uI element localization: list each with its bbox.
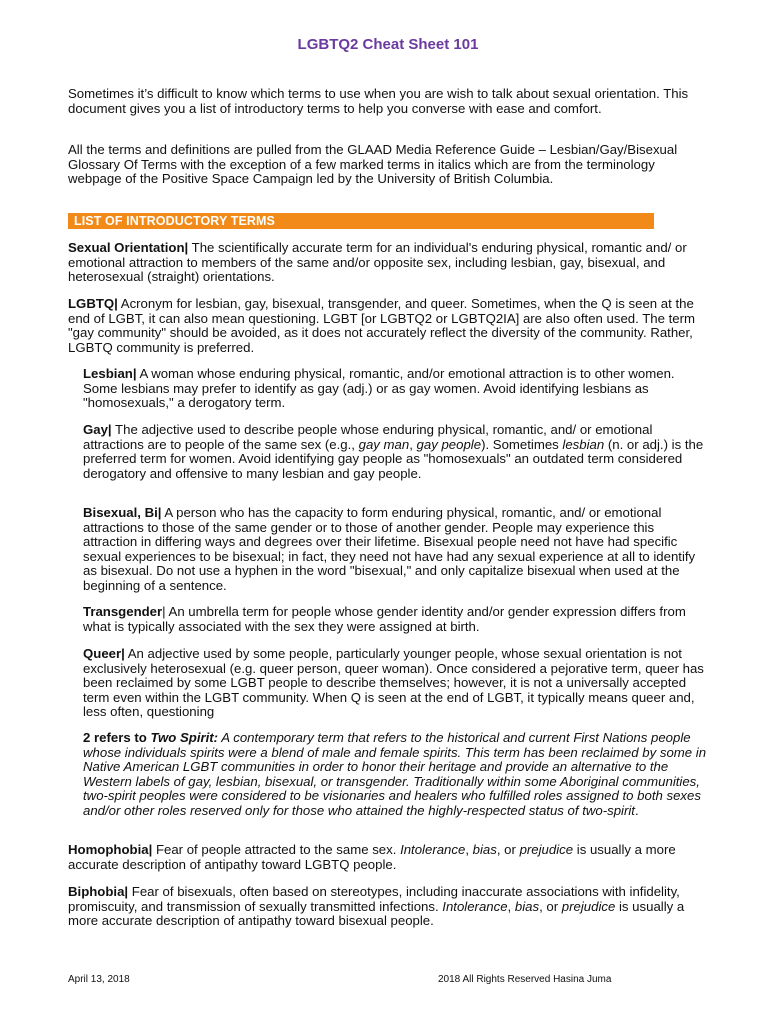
term-label: Gay| [83, 422, 112, 437]
term-label: Queer| [83, 646, 125, 661]
term-italic-word: Intolerance [442, 898, 508, 914]
term-example: gay man [358, 436, 410, 452]
term-queer [83, 647, 708, 720]
term-definition: Acronym for lesbian, gay, bisexual, transgender, and queer. Sometimes, when the Q is seen at the end of LGBT, it can also mean questioning. LGBT [or LGBTQ2 or LGBTQ2IA] are also often used. The term "gay community" should be avoided, as it does not accurately reflect the diversity of the community. Rather, LGBTQ community is preferred. [68, 296, 695, 355]
term-label: 2 refers to [83, 730, 151, 745]
term-label: Bisexual, Bi| [83, 505, 162, 520]
term-definition: A woman whose enduring physical, romantic, and/or emotional attraction is to other women. Some lesbians may prefer to identify as gay (adj.) or as gay women. Avoid identifying lesbians as "homosexuals," a derogatory term. [83, 366, 675, 411]
term-label: Lesbian| [83, 366, 137, 381]
term-end: . [634, 802, 639, 818]
intro-paragraph-1: Sometimes it’s difficult to know which terms to use when you are wish to talk about sexual orientation. This document gives you a list of introductory terms to help you converse with ease and comfort. [68, 86, 689, 116]
term-definition: ). Sometimes [481, 436, 563, 452]
term-definition: Fear of people attracted to the same sex. [152, 842, 401, 857]
term-transgender [83, 605, 708, 634]
term-definition: The adjective used to describe people whose enduring physical, romantic, and/ or emotional attractions are to people of the same sex (e.g., [83, 422, 653, 452]
term-definition: The scientifically accurate term for an individual's enduring physical, romantic and/ or emotional attraction to members of the same and/or opposite sex, including lesbian, gay, bisexual, and heterosexual (straight) orientations. [68, 240, 687, 285]
term-separator: , [465, 842, 473, 857]
term-lgbtq [68, 297, 708, 355]
term-example: gay people [416, 436, 482, 452]
term-label: Transgender [83, 604, 163, 619]
term-separator: , [409, 436, 417, 452]
term-bisexual [83, 506, 708, 594]
term-definition: (n. or adj.) is the preferred term for women. Avoid identifying gay people as "homosexuals" an outdated term considered derogatory and offensive to many lesbian and gay people. [83, 436, 704, 481]
term-example: lesbian [562, 436, 605, 452]
term-label: Homophobia| [68, 842, 153, 857]
term-italic-word: bias [514, 898, 540, 914]
term-sexual-orientation [68, 241, 708, 285]
term-separator: , [507, 898, 515, 914]
footer-rights: 2018 All Rights Reserved Hasina Juma [438, 974, 612, 985]
footer-date: April 13, 2018 [68, 974, 130, 985]
intro-paragraph-2: All the terms and definitions are pulled from the GLAAD Media Reference Guide – Lesbian/Gay/Bisexual Glossary Of Terms with the exception of a few marked terms in italics which are from the terminology webpage of the Positive Space Campaign led by the University of British Columbia. [68, 142, 678, 187]
term-definition: A person who has the capacity to form enduring physical, romantic, and/ or emotional attractions to those of the same gender or to those of another gender. People may experience this attraction in differing ways and degrees over their lifetime. Bisexual people need not have had specific sexual experiences to be bisexual; in fact, they need not have had any sexual experience at all to identify as bisexual. Do not use a hyphen in the word "bisexual," and only capitalize bisexual when used at the beginning of a sentence. [83, 505, 696, 593]
term-italic-word: prejudice [561, 898, 616, 914]
term-label: Sexual Orientation| [68, 240, 189, 255]
term-label: Biphobia| [68, 884, 129, 899]
section-heading: LIST OF INTRODUCTORY TERMS [74, 214, 275, 228]
term-homophobia [68, 843, 708, 872]
term-label: LGBTQ| [68, 296, 118, 311]
term-definition: A contemporary term that refers to the historical and current First Nations people whose individuals spirits were a blend of male and female spirits. This term has been reclaimed by some in Native American LGBT communities in order to honor their heritage and provide an alternative to the Western labels of gay, lesbian, bisexual, or transgender. Traditionally within some Aboriginal communities, two-spirit peoples were considered to be visionaries and healers who fulfilled roles assigned to both sexes and/or other roles reserved only for those who attained the highly-respected status of two-spirit [83, 730, 707, 818]
term-biphobia [68, 885, 708, 929]
term-italic-word: bias [472, 842, 497, 857]
term-italic-word: prejudice [519, 842, 574, 857]
term-label-italic: Two Spirit: [150, 730, 219, 745]
term-lesbian [83, 367, 708, 411]
term-definition: is usually a more accurate description of antipathy toward bisexual people. [68, 898, 685, 929]
term-separator: , or [539, 898, 562, 914]
term-two-spirit [83, 731, 708, 819]
term-definition: is usually a more accurate description of antipathy toward LGBTQ people. [68, 842, 676, 872]
page-title: LGBTQ2 Cheat Sheet 101 [297, 36, 479, 53]
term-definition: Fear of bisexuals, often based on stereotypes, including inaccurate associations with infidelity, promiscuity, and transmission of sexually transmitted infections. [68, 884, 680, 914]
term-gay [83, 423, 708, 481]
term-definition: | An umbrella term for people whose gender identity and/or gender expression differs from what is typically associated with the sex they were assigned at birth. [83, 604, 686, 634]
term-italic-word: Intolerance [400, 842, 466, 857]
term-definition: An adjective used by some people, particularly younger people, whose sexual orientation is not exclusively heterosexual (e.g. queer person, queer woman). Once considered a pejorative term, queer has been reclaimed by some LGBT people to describe themselves; however, it is not a universally accepted term even within the LGBT community. When Q is seen at the end of LGBT, it typically means queer and, less often, questioning [83, 646, 704, 720]
section-heading-bar [68, 213, 654, 229]
term-separator: , or [496, 842, 520, 857]
